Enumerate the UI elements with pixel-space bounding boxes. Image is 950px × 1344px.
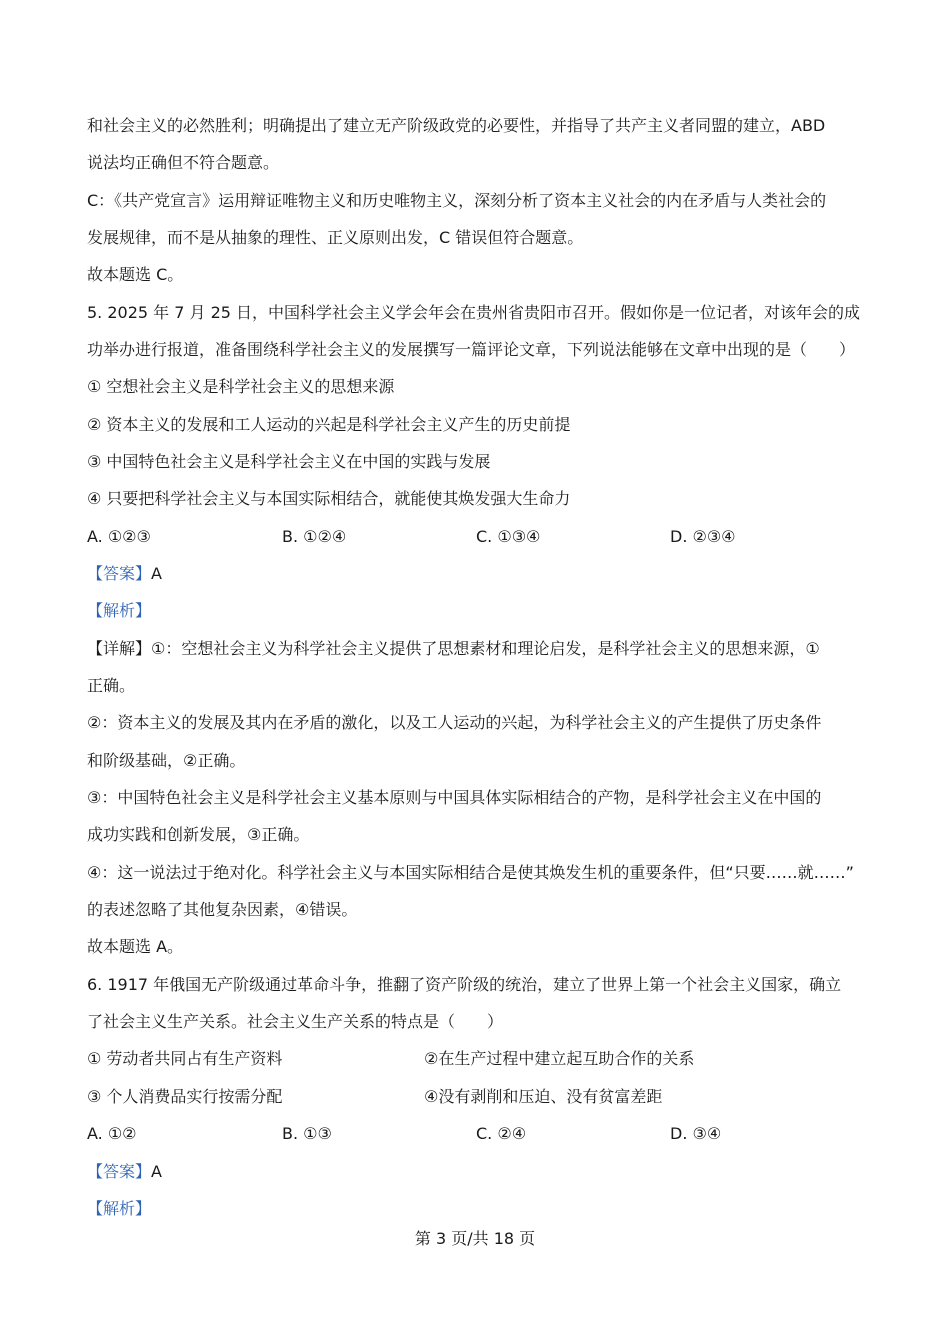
question-5-statement: ② 资本主义的发展和工人运动的兴起是科学社会主义产生的历史前提 [87,415,571,434]
text-line: C：《共产党宣言》运用辩证唯物主义和历史唯物主义，深刻分析了资本主义社会的内在矛盾与人类社会的 [87,191,827,210]
question-6-analysis-tag: 【解析】 [87,1199,152,1218]
question-6-statement: ③ 个人消费品实行按需分配 [87,1087,283,1106]
explanation-line: ②：资本主义的发展及其内在矛盾的激化，以及工人运动的兴起，为科学社会主义的产生提供了历史条件 [87,713,822,732]
answer-value: A [151,1162,162,1181]
question-6-stem: 6. 1917 年俄国无产阶级通过革命斗争，推翻了资产阶级的统治，建立了世界上第一个社会主义国家，确立 [87,975,842,994]
answer-value: A [151,564,162,583]
question-5-statement: ④ 只要把科学社会主义与本国实际相结合，就能使其焕发强大生命力 [87,489,571,508]
question-5-option-d: D. ②③④ [670,527,736,546]
answer-tag: 【答案】 [87,1162,152,1181]
question-6-option-a: A. ①② [87,1124,137,1143]
explanation-line: 和阶级基础，②正确。 [87,751,246,770]
question-5-stem: 5. 2025 年 7 月 25 日，中国科学社会主义学会年会在贵州省贵阳市召开。假如你是一位记者，对该年会的成 [87,303,861,322]
detail-tag: 【详解】 [87,639,152,658]
question-5-option-a: A. ①②③ [87,527,151,546]
question-6-option-b: B. ①③ [282,1124,332,1143]
question-5-analysis-tag: 【解析】 [87,601,152,620]
question-5-explanation [87,637,820,661]
text-line: 故本题选 C。 [87,265,184,284]
question-5-statement: ① 空想社会主义是科学社会主义的思想来源 [87,377,395,396]
question-6-statement: ②在生产过程中建立起互助合作的关系 [424,1049,695,1068]
question-5-answer [87,562,162,586]
explanation-line: 故本题选 A。 [87,937,184,956]
explanation-line: 的表述忽略了其他复杂因素，④错误。 [87,900,358,919]
explanation-line: 正确。 [87,676,136,695]
question-6-stem: 了社会主义生产关系。社会主义生产关系的特点是（ ） [87,1012,504,1031]
explanation-line: ③：中国特色社会主义是科学社会主义基本原则与中国具体实际相结合的产物，是科学社会主义在中国的 [87,788,822,807]
question-6-statement: ④没有剥削和压迫、没有贫富差距 [424,1087,663,1106]
question-6-option-c: C. ②④ [476,1124,527,1143]
page-footer: 第 3 页/共 18 页 [414,1229,536,1248]
question-6-answer [87,1160,162,1184]
text-line: 说法均正确但不符合题意。 [87,153,280,172]
text-line: 和社会主义的必然胜利；明确提出了建立无产阶级政党的必要性，并指导了共产主义者同盟的建立，ABD [87,116,826,135]
answer-tag: 【答案】 [87,564,152,583]
question-6-statement: ① 劳动者共同占有生产资料 [87,1049,283,1068]
question-6-option-d: D. ③④ [670,1124,722,1143]
question-5-option-b: B. ①②④ [282,527,347,546]
question-5-stem: 功举办进行报道，准备围绕科学社会主义的发展撰写一篇评论文章，下列说法能够在文章中出现的是（ ） [87,340,856,359]
question-5-statement: ③ 中国特色社会主义是科学社会主义在中国的实践与发展 [87,452,491,471]
explanation-line: 成功实践和创新发展，③正确。 [87,825,310,844]
explanation-text: ①：空想社会主义为科学社会主义提供了思想素材和理论启发，是科学社会主义的思想来源，① [151,639,820,658]
text-line: 发展规律，而不是从抽象的理性、正义原则出发，C 错误但符合题意。 [87,228,584,247]
question-5-option-c: C. ①③④ [476,527,541,546]
explanation-line: ④：这一说法过于绝对化。科学社会主义与本国实际相结合是使其焕发生机的重要条件，但“只要……就……” [87,863,854,882]
